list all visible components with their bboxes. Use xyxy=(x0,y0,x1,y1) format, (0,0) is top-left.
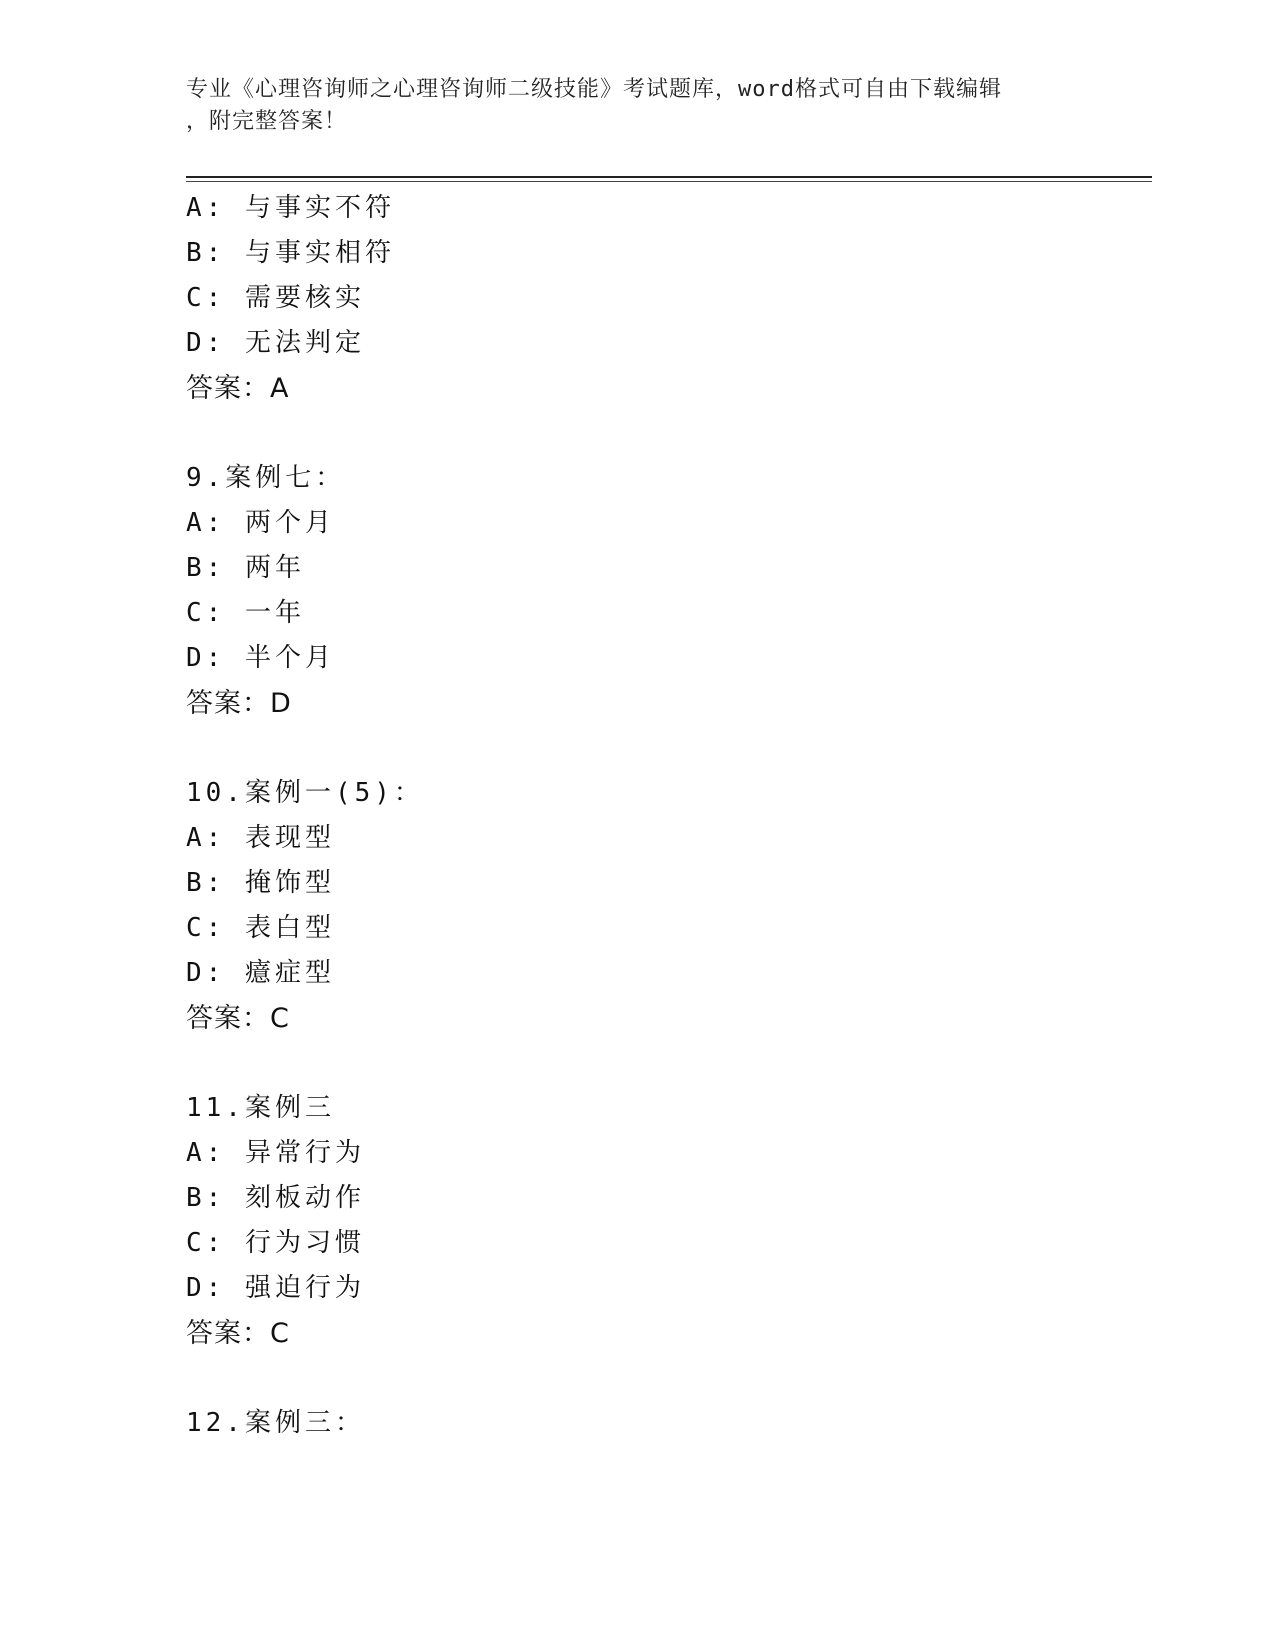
option-b: B: 刻板动作 xyxy=(186,1183,365,1213)
header-title-line-2: ，附完整答案！ xyxy=(186,109,348,134)
option-b: B: 掩饰型 xyxy=(186,868,335,898)
option-a: A: 与事实不符 xyxy=(186,193,395,223)
option-c: C: 行为习惯 xyxy=(186,1228,365,1258)
answer-line: 答案：D xyxy=(186,688,292,719)
option-c: C: 表白型 xyxy=(186,913,335,943)
option-c: C: 一年 xyxy=(186,598,305,628)
option-b: B: 与事实相符 xyxy=(186,238,395,268)
option-d: D: 强迫行为 xyxy=(186,1273,365,1303)
header-divider-thin xyxy=(186,181,1152,182)
option-d: D: 无法判定 xyxy=(186,328,365,358)
option-d: D: 半个月 xyxy=(186,643,335,673)
answer-line: 答案：A xyxy=(186,373,290,404)
question-title: 11.案例三 xyxy=(186,1093,335,1123)
option-c: C: 需要核实 xyxy=(186,283,365,313)
answer-line: 答案：C xyxy=(186,1003,290,1034)
question-title: 10.案例一(5)： xyxy=(186,778,424,808)
answer-line: 答案：C xyxy=(186,1318,290,1349)
option-a: A: 表现型 xyxy=(186,823,335,853)
header-title-line-1: 专业《心理咨询师之心理咨询师二级技能》考试题库，word格式可自由下载编辑 xyxy=(186,77,1002,102)
option-d: D: 癔症型 xyxy=(186,958,335,988)
question-title: 9.案例七： xyxy=(186,463,346,493)
question-title: 12.案例三： xyxy=(186,1408,365,1438)
option-b: B: 两年 xyxy=(186,553,305,583)
option-a: A: 两个月 xyxy=(186,508,335,538)
header-divider-thick xyxy=(186,176,1152,178)
document-header xyxy=(186,74,1086,138)
option-a: A: 异常行为 xyxy=(186,1138,365,1168)
